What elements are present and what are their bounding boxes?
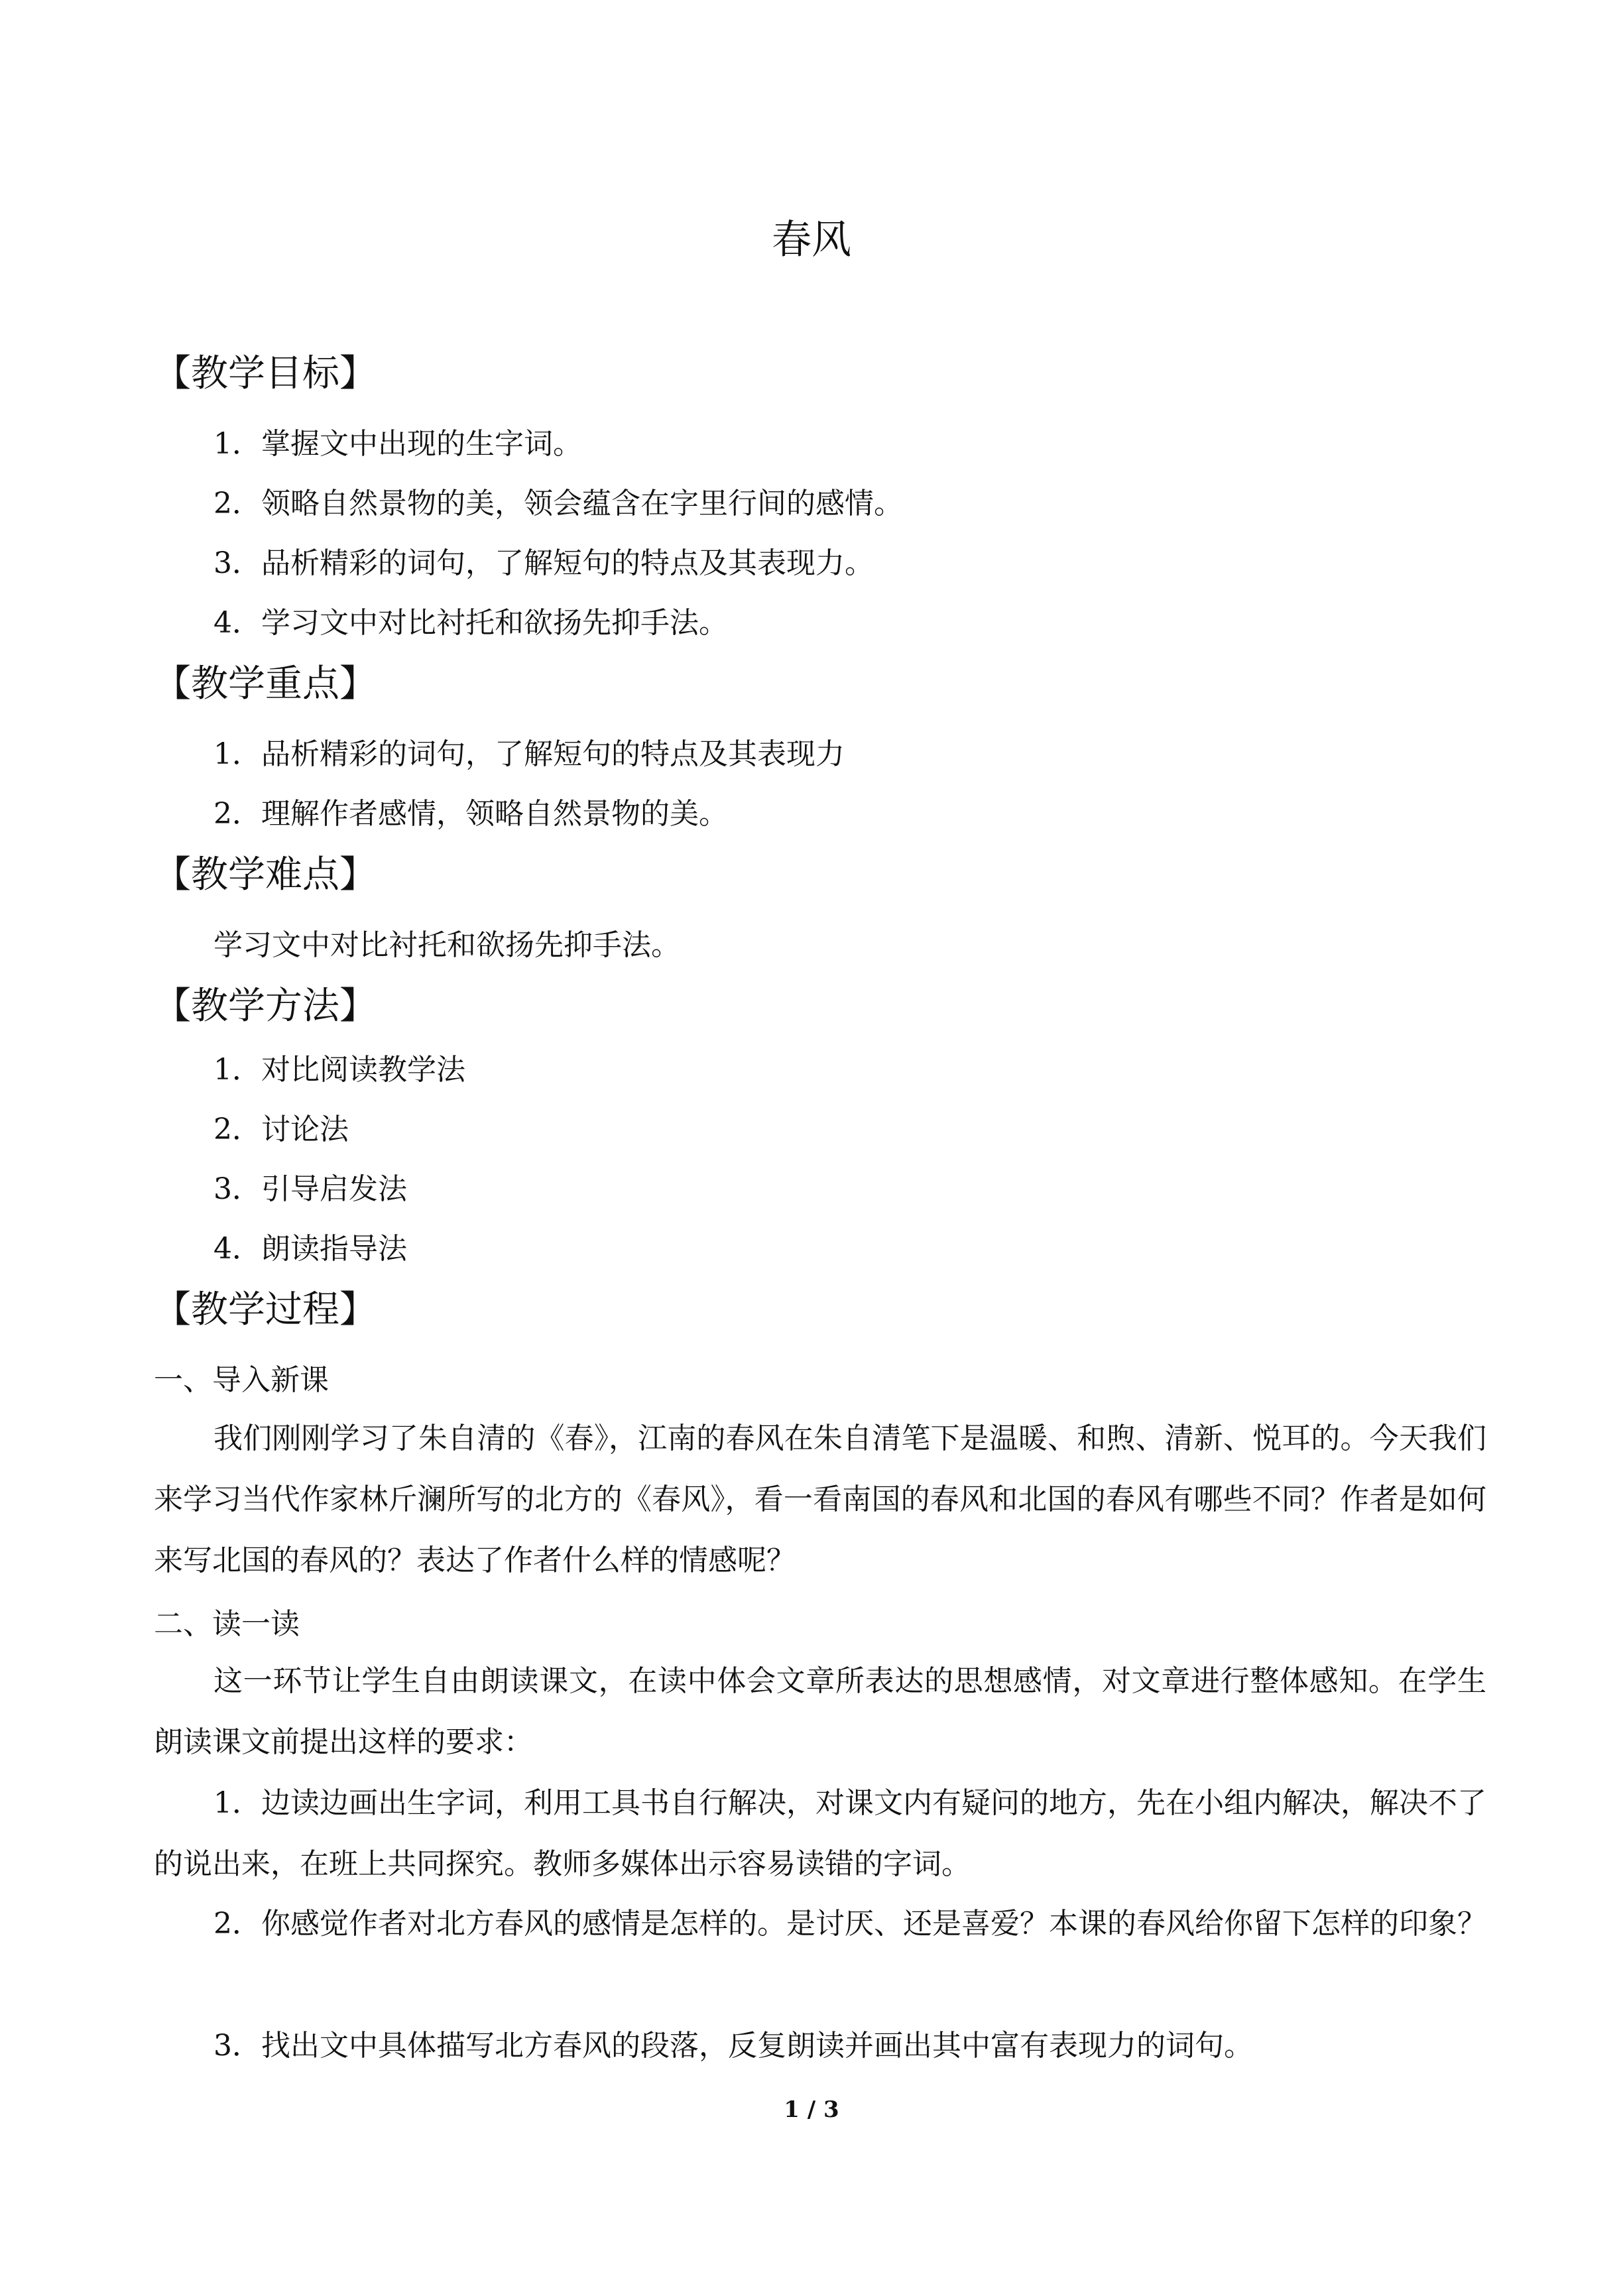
objective-item-2: 2．领略自然景物的美，领会蕴含在字里行间的感情。 <box>213 487 903 520</box>
difficulty-item-1: 学习文中对比衬托和欲扬先抑手法。 <box>213 928 680 962</box>
section-1-paragraph: 我们刚刚学习了朱自清的《春》，江南的春风在朱自清笔下是温暖、和煦、清新、悦耳的。今天我们来学习当代作家林斤澜所写的北方的《春风》，看一看南国的春风和北国的春风有哪些不同？作者是如何来写北国的春风的？表达了作者什么样的情感呢？ <box>154 1421 1486 1577</box>
section-2-item-2: 2．你感觉作者对北方春风的感情是怎样的。是讨厌、还是喜爱？本课的春风给你留下怎样的印象？ <box>213 1907 1486 1941</box>
section-1-title: 一、导入新课 <box>154 1363 329 1397</box>
heading-key-points: 【教学重点】 <box>154 662 377 705</box>
section-2-item-3: 3．找出文中具体描写北方春风的段落，反复朗读并画出其中富有表现力的词句。 <box>213 2029 1253 2063</box>
objective-item-4: 4．学习文中对比衬托和欲扬先抑手法。 <box>213 606 728 640</box>
method-item-1: 1．对比阅读教学法 <box>213 1053 465 1087</box>
method-item-3: 3．引导启发法 <box>213 1172 407 1206</box>
heading-process: 【教学过程】 <box>154 1288 377 1331</box>
document-title: 春风 <box>772 217 851 263</box>
section-2-title: 二、读一读 <box>154 1607 300 1641</box>
key-point-item-2: 2．理解作者感情，领略自然景物的美。 <box>213 797 728 831</box>
key-point-item-1: 1．品析精彩的词句，了解短句的特点及其表现力 <box>213 737 845 771</box>
method-item-4: 4．朗读指导法 <box>213 1232 407 1266</box>
section-2-item-1: 1．边读边画出生字词，利用工具书自行解决，对课文内有疑问的地方，先在小组内解决，解决不了的说出来，在班上共同探究。教师多媒体出示容易读错的字词。 <box>154 1786 1486 1881</box>
page-number: 1 / 3 <box>784 2096 839 2123</box>
objective-item-3: 3．品析精彩的词句，了解短句的特点及其表现力。 <box>213 546 874 580</box>
heading-methods: 【教学方法】 <box>154 985 377 1028</box>
objective-item-1: 1．掌握文中出现的生字词。 <box>213 427 582 461</box>
heading-difficulties: 【教学难点】 <box>154 853 377 896</box>
heading-objectives: 【教学目标】 <box>154 352 377 395</box>
section-2-paragraph: 这一环节让学生自由朗读课文，在读中体会文章所表达的思想感情，对文章进行整体感知。在学生朗读课文前提出这样的要求： <box>154 1664 1486 1759</box>
method-item-2: 2．讨论法 <box>213 1113 349 1146</box>
